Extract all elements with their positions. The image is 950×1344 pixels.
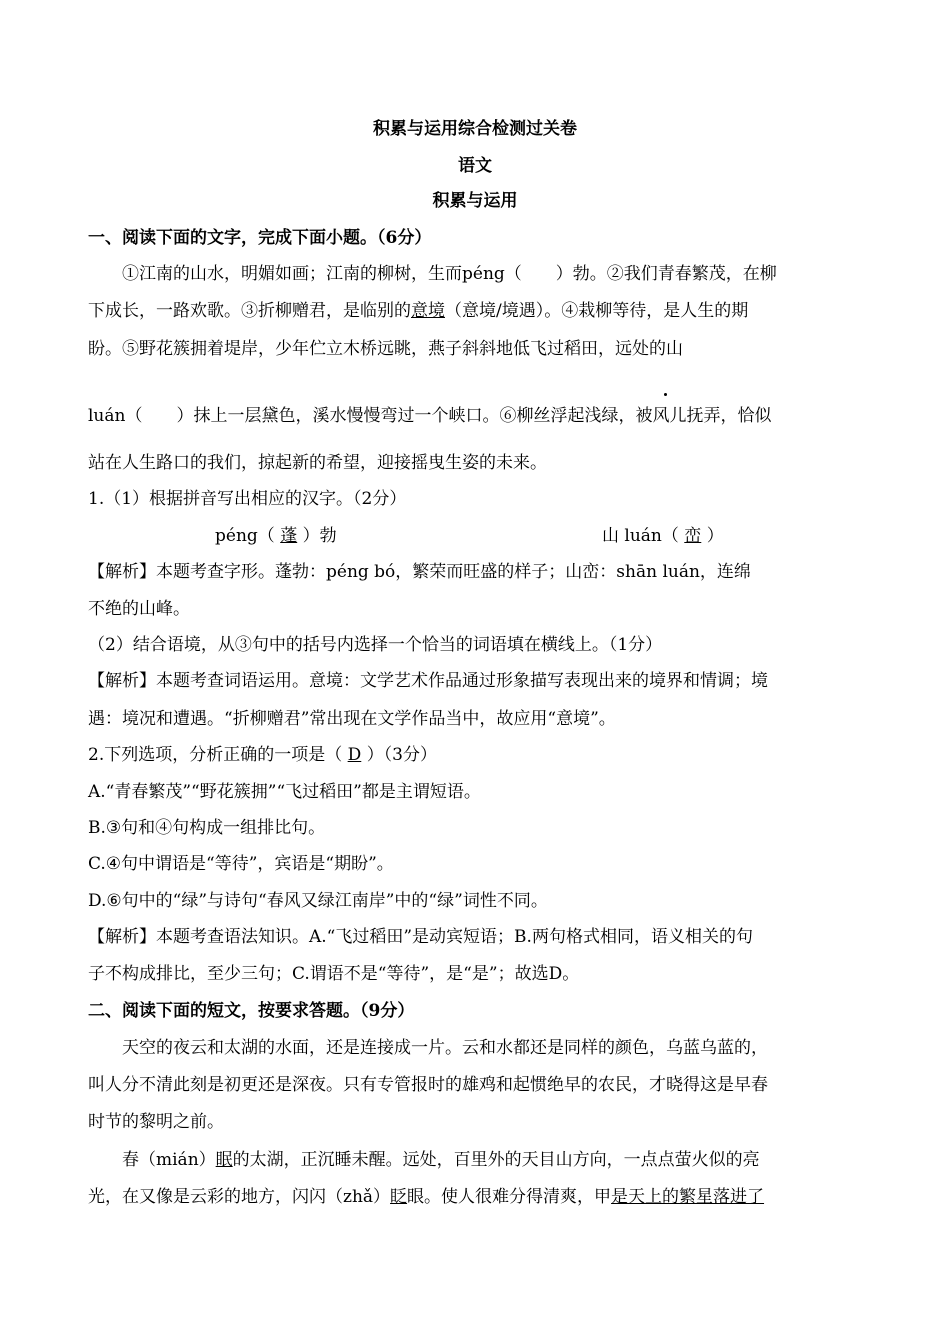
q2-explanation-line2: 子不构成排比，至少三句；C.谓语不是“等待”，是“是”；故选D。 — [88, 964, 580, 984]
passage1-line3: 盼。⑤野花簇拥着堤岸，少年伫立木桥远眺，燕子斜斜地低飞过稻田，远处的山 — [88, 339, 683, 359]
question2: 2.下列选项，分析正确的一项是（ D ）（3分） — [88, 745, 438, 765]
underlined-answer: 意境 — [411, 301, 445, 321]
passage2-line2: 叫人分不清此刻是初更还是深夜。只有专管报时的雄鸡和起惯绝早的农民，才晓得这是早春 — [88, 1075, 768, 1095]
part1-heading: 一、阅读下面的文字，完成下面小题。（6分） — [88, 228, 432, 248]
passage2-line3: 时节的黎明之前。 — [88, 1112, 224, 1132]
passage1-line2: 下成长，一路欢歌。③折柳赠君，是临别的意境（意境/境遇）。④栽柳等待，是人生的期 — [88, 301, 749, 321]
option-d: D.⑥句中的“绿”与诗句“春风又绿江南岸”中的“绿”词性不同。 — [88, 891, 548, 911]
doc-title: 积累与运用综合检测过关卷 — [373, 119, 577, 139]
passage1-line1: ①江南的山水，明媚如画；江南的柳树，生而péng（ ）勃。②我们青春繁茂，在柳 — [122, 264, 777, 284]
q1-explanation-line2: 不绝的山峰。 — [88, 599, 190, 619]
subject-title: 语文 — [458, 156, 492, 176]
answer-peng: péng（ 蓬 ）勃 — [215, 526, 337, 546]
passage1-line4: luán（ ）抹上一层黛色，溪水慢慢弯过一个峡口。⑥柳丝浮起浅绿，被风儿抚弄，恰似 — [88, 406, 772, 426]
passage2-line1: 天空的夜云和太湖的水面，还是连接成一片。云和水都还是同样的颜色，乌蓝乌蓝的， — [122, 1038, 768, 1058]
q1-2-explanation-line2: 遇：境况和遭遇。“折柳赠君”常出现在文学作品当中，故应用“意境”。 — [88, 709, 616, 729]
q1-2-explanation-line1: 【解析】本题考查词语运用。意境：文学艺术作品通过形象描写表现出来的境界和情调；境 — [88, 671, 768, 691]
q1-explanation-line1: 【解析】本题考查字形。蓬勃：péng bó，繁荣而旺盛的样子；山峦：shān luán，连绵 — [88, 562, 751, 582]
emphasis-dot — [664, 393, 667, 396]
q2-explanation-line1: 【解析】本题考查语法知识。A.“飞过稻田”是动宾短语；B.两句格式相同，语义相关的句 — [88, 927, 753, 947]
answer-luan: 山 luán（ 峦 ） — [602, 526, 724, 546]
passage2-line5: 光，在又像是云彩的地方，闪闪（zhǎ）眨眼。使人很难分得清爽，甲是天上的繁星落进了 — [88, 1187, 765, 1207]
passage1-line5: 站在人生路口的我们，掠起新的希望，迎接摇曳生姿的未来。 — [88, 453, 547, 473]
question1: 1.（1）根据拼音写出相应的汉字。（2分） — [88, 489, 407, 509]
section-title: 积累与运用 — [432, 191, 518, 211]
passage2-line4: 春（mián）眠的太湖，正沉睡未醒。远处，百里外的天目山方向，一点点萤火似的亮 — [122, 1150, 760, 1170]
option-b: B.③句和④句构成一组排比句。 — [88, 818, 326, 838]
option-a: A.“青春繁茂”“野花簇拥”“飞过稻田”都是主谓短语。 — [88, 782, 481, 802]
question1-2: （2）结合语境，从③句中的括号内选择一个恰当的词语填在横线上。（1分） — [88, 635, 663, 655]
option-c: C.④句中谓语是“等待”，宾语是“期盼”。 — [88, 854, 394, 874]
part2-heading: 二、阅读下面的短文，按要求答题。（9分） — [88, 1001, 415, 1021]
